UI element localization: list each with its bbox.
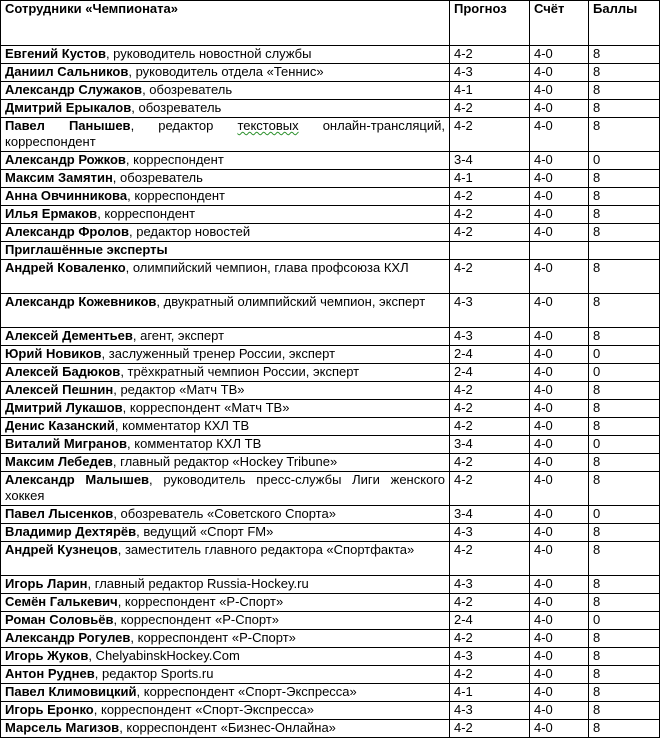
- forecast-cell: 4-1: [450, 684, 530, 702]
- points-cell: 8: [589, 328, 660, 346]
- forecast-cell: 4-2: [450, 260, 530, 294]
- forecast-cell: 2-4: [450, 346, 530, 364]
- person-role: , редактор: [130, 118, 238, 133]
- person-cell: [1, 346, 450, 364]
- header-staff: Сотрудники «Чемпионата»: [1, 1, 450, 46]
- person-name: Евгений Кустов: [5, 46, 106, 61]
- person-name: Илья Ермаков: [5, 206, 98, 221]
- person-role: , редактор «Матч ТВ»: [113, 382, 245, 397]
- table-row: [1, 294, 660, 328]
- person-role: , ведущий «Спорт FM»: [136, 524, 274, 539]
- person-name: Антон Руднев: [5, 666, 95, 681]
- points-cell: 0: [589, 346, 660, 364]
- table-row: [1, 612, 660, 630]
- person-name: Семён Галькевич: [5, 594, 118, 609]
- score-cell: 4-0: [530, 400, 589, 418]
- person-role: , корреспондент «Спорт-Экспресса»: [93, 702, 315, 717]
- forecast-cell: 3-4: [450, 436, 530, 454]
- table-row: [1, 364, 660, 382]
- table-row: [1, 702, 660, 720]
- score-cell: 4-0: [530, 612, 589, 630]
- section-row: [1, 242, 660, 260]
- points-cell: 8: [589, 188, 660, 206]
- points-cell: 8: [589, 170, 660, 188]
- person-cell: [1, 152, 450, 170]
- person-name: Марсель Магизов: [5, 720, 120, 735]
- table-row: [1, 506, 660, 524]
- table-row: [1, 418, 660, 436]
- forecast-cell: 4-3: [450, 524, 530, 542]
- score-cell: 4-0: [530, 472, 589, 506]
- score-cell: 4-0: [530, 170, 589, 188]
- table-row: [1, 152, 660, 170]
- person-name: Максим Замятин: [5, 170, 113, 185]
- person-cell: [1, 436, 450, 454]
- person-cell: [1, 382, 450, 400]
- person-name: Роман Соловьёв: [5, 612, 114, 627]
- person-cell: [1, 702, 450, 720]
- person-role-rest: онлайн-трансляций, корреспондент: [5, 118, 445, 149]
- person-role: , редактор новостей: [129, 224, 251, 239]
- person-name: Дмитрий Ерыкалов: [5, 100, 132, 115]
- table-row: [1, 346, 660, 364]
- score-cell: 4-0: [530, 328, 589, 346]
- person-name: Максим Лебедев: [5, 454, 113, 469]
- table-row: [1, 100, 660, 118]
- person-role: , корреспондент «Спорт-Экспресса»: [136, 684, 357, 699]
- person-role: , комментатор КХЛ ТВ: [114, 418, 250, 433]
- table-row: [1, 188, 660, 206]
- person-role: , обозреватель: [142, 82, 233, 97]
- person-name: Павел Панышев: [5, 118, 131, 133]
- person-name: Павел Лысенков: [5, 506, 114, 521]
- forecast-cell: 4-2: [450, 224, 530, 242]
- forecast-cell: 4-2: [450, 118, 530, 152]
- person-role: , олимпийский чемпион, глава профсоюза КХЛ: [125, 260, 409, 275]
- forecast-cell: 4-3: [450, 702, 530, 720]
- empty-cell: [589, 242, 660, 260]
- table-row: [1, 206, 660, 224]
- forecast-cell: 4-1: [450, 170, 530, 188]
- person-cell: [1, 224, 450, 242]
- person-role: , комментатор КХЛ ТВ: [127, 436, 262, 451]
- person-name: Павел Климовицкий: [5, 684, 137, 699]
- points-cell: 0: [589, 506, 660, 524]
- forecast-cell: 2-4: [450, 364, 530, 382]
- table-row: [1, 720, 660, 738]
- person-cell: [1, 594, 450, 612]
- points-cell: 8: [589, 260, 660, 294]
- points-cell: 8: [589, 666, 660, 684]
- forecast-cell: 4-3: [450, 648, 530, 666]
- table-row: [1, 170, 660, 188]
- score-cell: 4-0: [530, 188, 589, 206]
- score-cell: 4-0: [530, 436, 589, 454]
- person-name: Даниил Сальников: [5, 64, 129, 79]
- person-cell: [1, 328, 450, 346]
- points-cell: 8: [589, 46, 660, 64]
- points-cell: 8: [589, 472, 660, 506]
- score-cell: 4-0: [530, 684, 589, 702]
- header-points: Баллы: [589, 1, 660, 46]
- score-cell: 4-0: [530, 118, 589, 152]
- person-name: Денис Казанский: [5, 418, 115, 433]
- table-row: [1, 400, 660, 418]
- score-cell: 4-0: [530, 576, 589, 594]
- score-cell: 4-0: [530, 720, 589, 738]
- points-cell: 8: [589, 720, 660, 738]
- points-cell: 8: [589, 118, 660, 152]
- person-role: , двукратный олимпийский чемпион, эксперт: [156, 294, 426, 309]
- person-cell: [1, 542, 450, 576]
- person-cell: [1, 720, 450, 738]
- points-cell: 8: [589, 702, 660, 720]
- forecast-cell: 4-3: [450, 64, 530, 82]
- person-name: Александр Рожков: [5, 152, 126, 167]
- header-forecast: Прогноз: [450, 1, 530, 46]
- points-cell: 0: [589, 364, 660, 382]
- points-cell: 8: [589, 630, 660, 648]
- score-cell: 4-0: [530, 206, 589, 224]
- person-name: Алексей Пешнин: [5, 382, 114, 397]
- table-row: [1, 328, 660, 346]
- forecast-cell: 3-4: [450, 152, 530, 170]
- points-cell: 8: [589, 648, 660, 666]
- person-role: , редактор Sports.ru: [94, 666, 214, 681]
- score-cell: 4-0: [530, 524, 589, 542]
- forecast-cell: 4-2: [450, 100, 530, 118]
- table-row: [1, 224, 660, 242]
- person-cell: [1, 666, 450, 684]
- person-role: , обозреватель «Советского Спорта»: [113, 506, 336, 521]
- table-row: [1, 594, 660, 612]
- points-cell: 0: [589, 612, 660, 630]
- table-row: [1, 82, 660, 100]
- score-cell: 4-0: [530, 418, 589, 436]
- person-role: , руководитель новостной службы: [105, 46, 312, 61]
- points-cell: 8: [589, 576, 660, 594]
- empty-cell: [450, 242, 530, 260]
- score-cell: 4-0: [530, 294, 589, 328]
- score-cell: 4-0: [530, 100, 589, 118]
- score-cell: 4-0: [530, 630, 589, 648]
- points-cell: 8: [589, 454, 660, 472]
- person-cell: [1, 506, 450, 524]
- person-name: Алексей Дементьев: [5, 328, 133, 343]
- person-cell: [1, 82, 450, 100]
- forecast-cell: 4-3: [450, 576, 530, 594]
- section-title: Приглашённые эксперты: [1, 242, 450, 260]
- forecast-cell: 2-4: [450, 612, 530, 630]
- person-role: , обозреватель: [131, 100, 222, 115]
- person-cell: [1, 400, 450, 418]
- table-row: [1, 666, 660, 684]
- person-cell: [1, 170, 450, 188]
- person-cell: [1, 64, 450, 82]
- score-cell: 4-0: [530, 46, 589, 64]
- points-cell: 0: [589, 436, 660, 454]
- table-row: [1, 472, 660, 506]
- person-name: Александр Фролов: [5, 224, 129, 239]
- person-role: , корреспондент «Р-Спорт»: [113, 612, 280, 627]
- forecast-cell: 4-2: [450, 46, 530, 64]
- header-score: Счёт: [530, 1, 589, 46]
- points-cell: 8: [589, 382, 660, 400]
- forecast-cell: 4-2: [450, 594, 530, 612]
- person-cell: [1, 454, 450, 472]
- points-cell: 8: [589, 224, 660, 242]
- person-name: Андрей Кузнецов: [5, 542, 118, 557]
- forecast-cell: 4-2: [450, 382, 530, 400]
- person-role: , корреспондент «Матч ТВ»: [122, 400, 290, 415]
- person-cell: [1, 294, 450, 328]
- table-row: [1, 436, 660, 454]
- person-name: Игорь Жуков: [5, 648, 89, 663]
- table-row: [1, 648, 660, 666]
- table-row: [1, 684, 660, 702]
- score-cell: 4-0: [530, 648, 589, 666]
- score-cell: 4-0: [530, 364, 589, 382]
- points-cell: 8: [589, 294, 660, 328]
- person-cell: [1, 630, 450, 648]
- person-name: Алексей Бадюков: [5, 364, 121, 379]
- forecast-cell: 4-2: [450, 542, 530, 576]
- score-cell: 4-0: [530, 152, 589, 170]
- person-name: Игорь Еронко: [5, 702, 94, 717]
- table-row: [1, 630, 660, 648]
- score-cell: 4-0: [530, 382, 589, 400]
- score-cell: 4-0: [530, 224, 589, 242]
- points-cell: 8: [589, 594, 660, 612]
- person-name: Анна Овчинникова: [5, 188, 128, 203]
- forecast-cell: 4-3: [450, 328, 530, 346]
- score-cell: 4-0: [530, 82, 589, 100]
- person-cell: [1, 524, 450, 542]
- person-role: , заслуженный тренер России, эксперт: [101, 346, 336, 361]
- forecast-cell: 4-3: [450, 294, 530, 328]
- table-row: [1, 454, 660, 472]
- forecast-cell: 3-4: [450, 506, 530, 524]
- person-role-marked-word: текстовых: [237, 118, 299, 133]
- person-role: , корреспондент «Бизнес-Онлайна»: [119, 720, 336, 735]
- person-cell: [1, 118, 450, 152]
- person-role: , главный редактор «Hockey Tribune»: [112, 454, 338, 469]
- person-role: , корреспондент «Р-Спорт»: [130, 630, 296, 645]
- score-cell: 4-0: [530, 702, 589, 720]
- forecast-cell: 4-1: [450, 82, 530, 100]
- points-cell: 8: [589, 206, 660, 224]
- person-cell: [1, 188, 450, 206]
- person-role: , трёхкратный чемпион России, эксперт: [120, 364, 360, 379]
- score-cell: 4-0: [530, 542, 589, 576]
- person-cell: [1, 576, 450, 594]
- person-cell: [1, 100, 450, 118]
- person-name: Виталий Мигранов: [5, 436, 128, 451]
- score-cell: 4-0: [530, 506, 589, 524]
- points-cell: 8: [589, 542, 660, 576]
- score-cell: 4-0: [530, 346, 589, 364]
- points-cell: 8: [589, 64, 660, 82]
- table-row: [1, 46, 660, 64]
- score-cell: 4-0: [530, 594, 589, 612]
- person-cell: [1, 260, 450, 294]
- table-row: [1, 64, 660, 82]
- person-name: Александр Малышев: [5, 472, 150, 487]
- person-cell: [1, 612, 450, 630]
- points-cell: 8: [589, 400, 660, 418]
- table-row: [1, 118, 660, 152]
- person-role: , корреспондент «Р-Спорт»: [117, 594, 284, 609]
- table-row: [1, 524, 660, 542]
- score-cell: 4-0: [530, 64, 589, 82]
- forecast-cell: 4-2: [450, 400, 530, 418]
- person-role: , ChelyabinskHockey.Com: [88, 648, 240, 663]
- table-row: [1, 382, 660, 400]
- person-name: Юрий Новиков: [5, 346, 102, 361]
- person-cell: [1, 206, 450, 224]
- forecast-cell: 4-2: [450, 206, 530, 224]
- person-name: Александр Кожевников: [5, 294, 157, 309]
- forecast-cell: 4-2: [450, 472, 530, 506]
- forecast-cell: 4-2: [450, 720, 530, 738]
- table-row: [1, 542, 660, 576]
- score-cell: 4-0: [530, 260, 589, 294]
- points-cell: 8: [589, 524, 660, 542]
- forecast-cell: 4-2: [450, 454, 530, 472]
- points-cell: 8: [589, 418, 660, 436]
- score-cell: 4-0: [530, 666, 589, 684]
- person-role: , обозреватель: [112, 170, 203, 185]
- forecast-cell: 4-2: [450, 666, 530, 684]
- person-cell: [1, 648, 450, 666]
- person-role: , руководитель отдела «Теннис»: [128, 64, 324, 79]
- person-role: , руководитель пресс-службы Лиги женского хоккея: [5, 472, 445, 503]
- header-row: [1, 1, 660, 46]
- forecast-cell: 4-2: [450, 418, 530, 436]
- person-role: , корреспондент: [125, 152, 224, 167]
- person-role: , корреспондент: [97, 206, 196, 221]
- points-cell: 8: [589, 684, 660, 702]
- person-cell: [1, 46, 450, 64]
- forecast-cell: 4-2: [450, 630, 530, 648]
- person-role: , агент, эксперт: [132, 328, 225, 343]
- person-name: Владимир Дехтярёв: [5, 524, 137, 539]
- forecast-cell: 4-2: [450, 188, 530, 206]
- person-role: , заместитель главного редактора «Спортфакта»: [117, 542, 415, 557]
- person-name: Дмитрий Лукашов: [5, 400, 123, 415]
- table-row: [1, 260, 660, 294]
- score-cell: 4-0: [530, 454, 589, 472]
- person-cell: [1, 472, 450, 506]
- table-row: [1, 576, 660, 594]
- person-role: , корреспондент: [127, 188, 225, 203]
- person-name: Андрей Коваленко: [5, 260, 126, 275]
- points-cell: 8: [589, 82, 660, 100]
- person-name: Игорь Ларин: [5, 576, 88, 591]
- person-name: Александр Рогулев: [5, 630, 131, 645]
- points-cell: 8: [589, 100, 660, 118]
- person-cell: [1, 418, 450, 436]
- empty-cell: [530, 242, 589, 260]
- person-cell: [1, 364, 450, 382]
- person-cell: [1, 684, 450, 702]
- person-name: Александр Служаков: [5, 82, 143, 97]
- points-cell: 0: [589, 152, 660, 170]
- table-body: [1, 1, 660, 738]
- person-role: , главный редактор Russia-Hockey.ru: [87, 576, 309, 591]
